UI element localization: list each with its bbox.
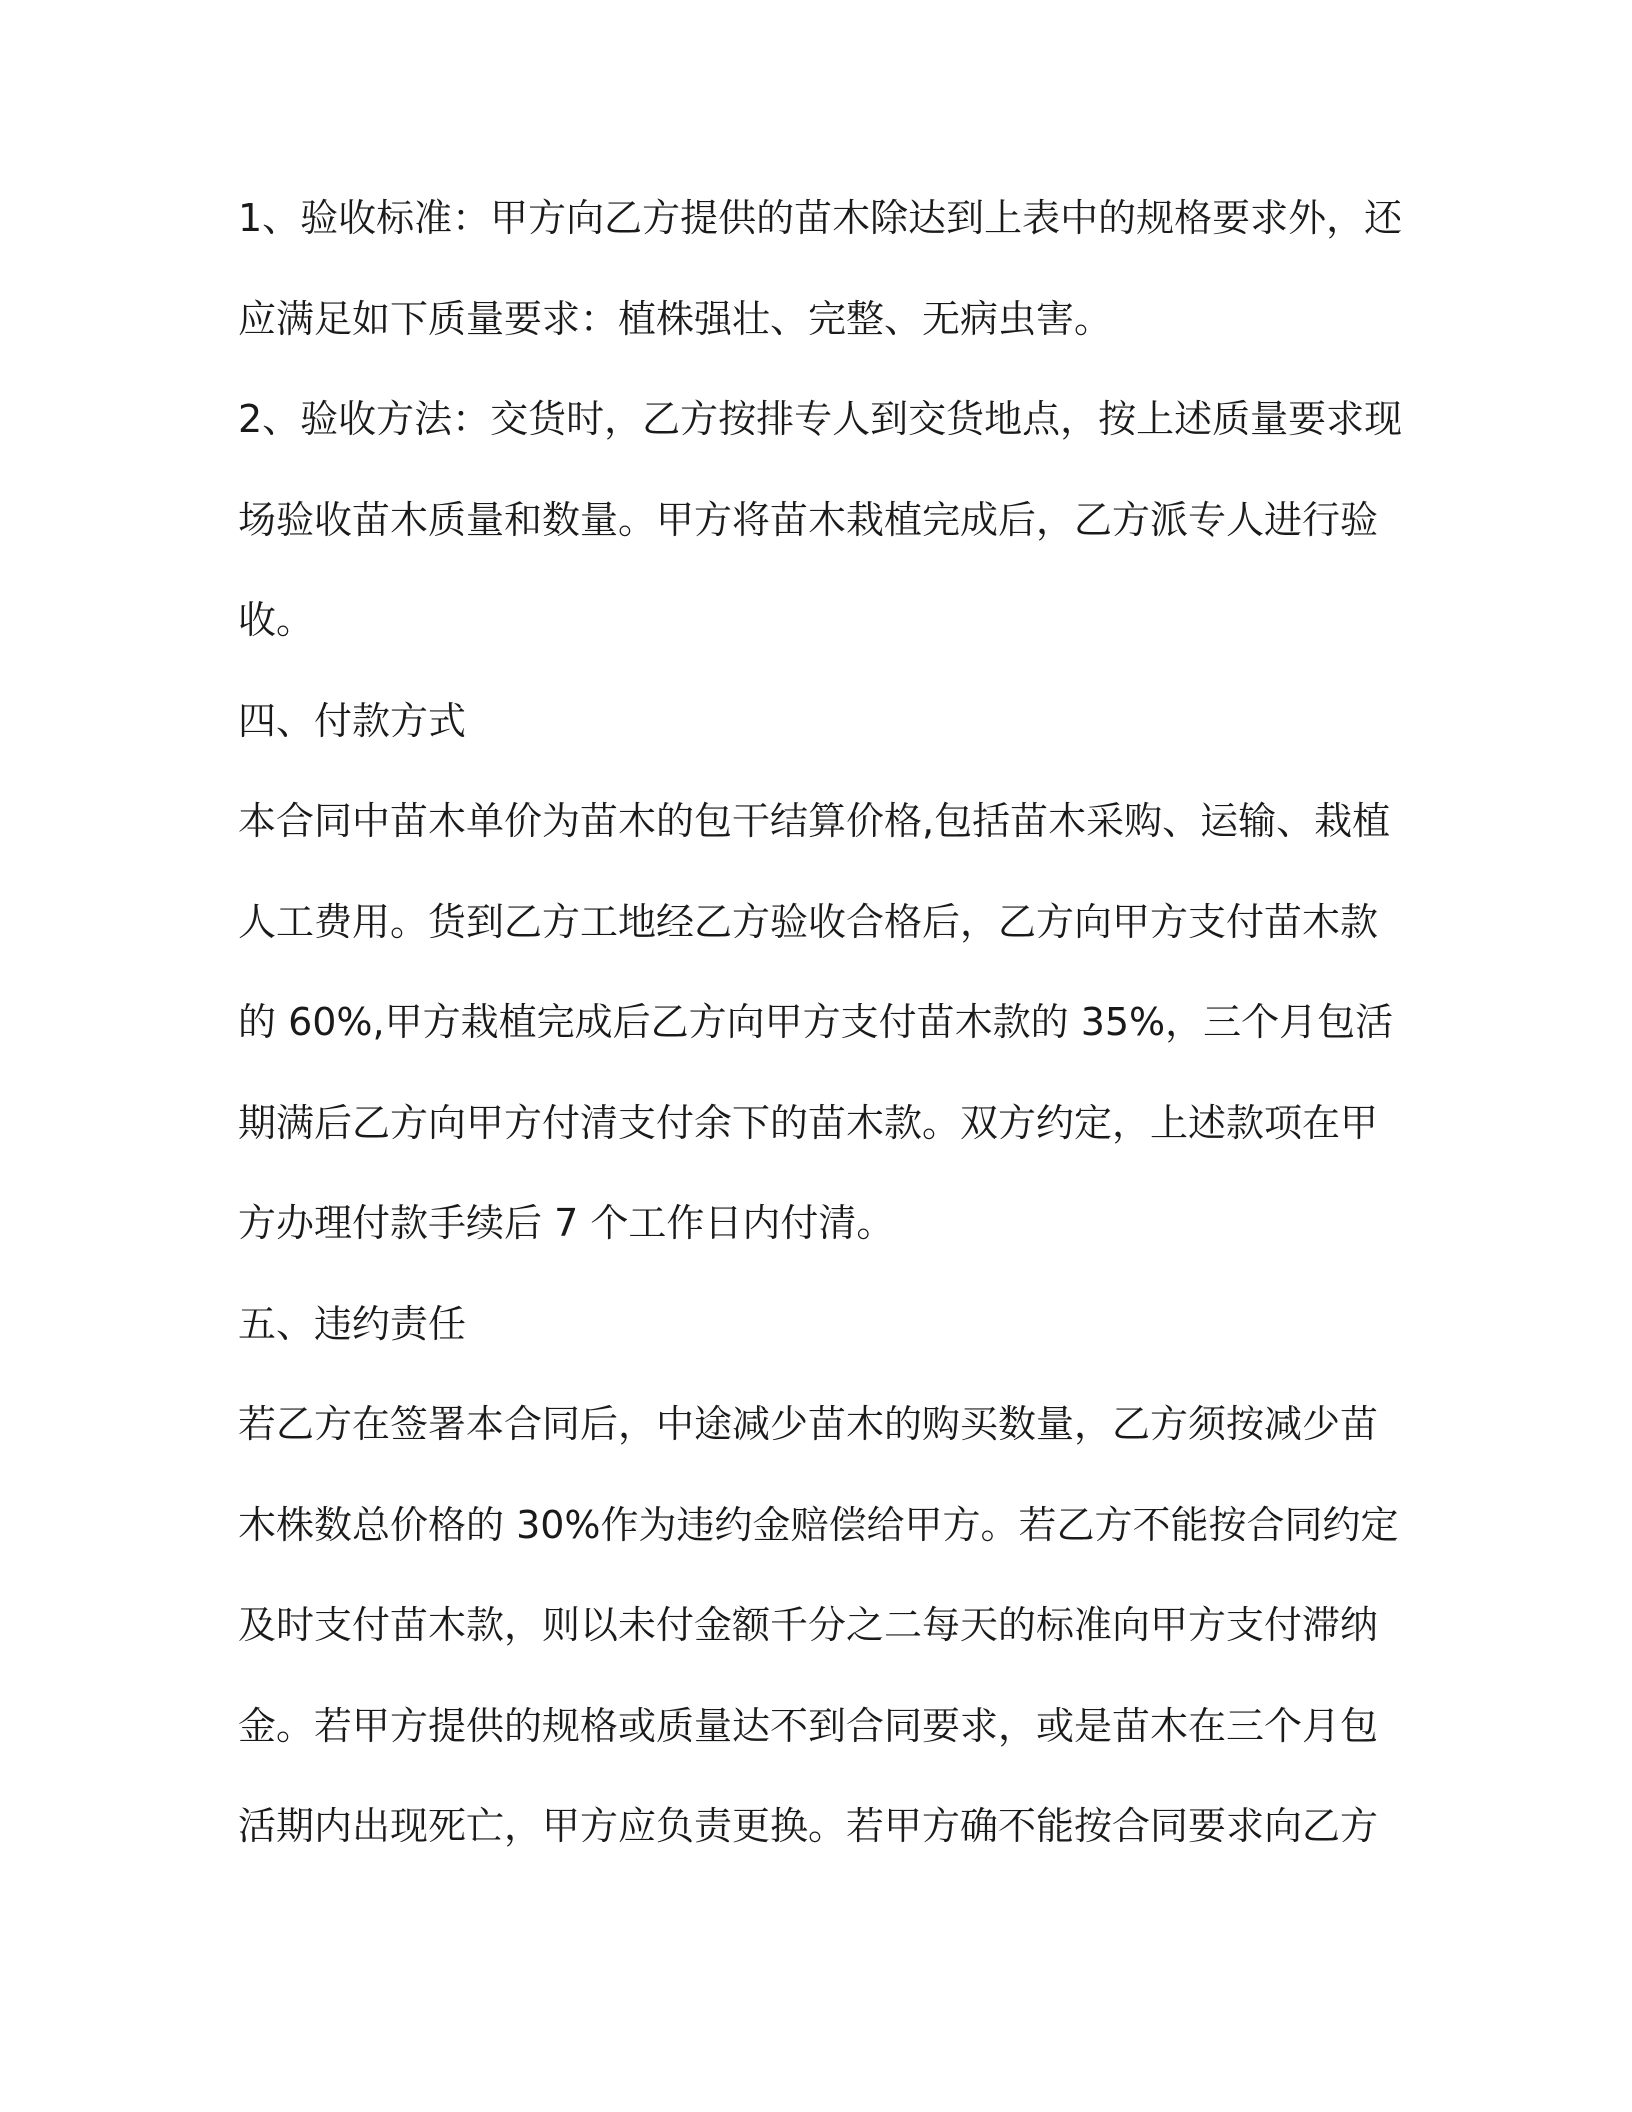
payment-paragraph-line-5: 方办理付款手续后 7 个工作日内付清。 — [238, 1201, 895, 1245]
liability-paragraph-line-1: 若乙方在签署本合同后，中途减少苗木的购买数量，乙方须按减少苗 — [238, 1402, 1379, 1446]
payment-paragraph-line-1: 本合同中苗木单价为苗木的包干结算价格,包括苗木采购、运输、栽植 — [238, 799, 1391, 843]
payment-paragraph-line-3: 的 60%,甲方栽植完成后乙方向甲方支付苗木款的 35%，三个月包活 — [238, 1000, 1394, 1044]
section-heading-payment: 四、付款方式 — [238, 698, 467, 743]
contract-text — [238, 190, 1403, 1899]
liability-paragraph-line-2: 木株数总价格的 30%作为违约金赔偿给甲方。若乙方不能按合同约定 — [238, 1502, 1399, 1547]
clause-acceptance-standard-line-1: 1、验收标准：甲方向乙方提供的苗木除达到上表中的规格要求外，还 — [238, 196, 1403, 240]
clause-acceptance-method-line-2: 场验收苗木质量和数量。甲方将苗木栽植完成后，乙方派专人进行验 — [238, 497, 1379, 542]
liability-paragraph-line-5: 活期内出现死亡，甲方应负责更换。若甲方确不能按合同要求向乙方 — [238, 1804, 1379, 1848]
section-heading-liability: 五、违约责任 — [238, 1301, 467, 1346]
payment-paragraph-line-2: 人工费用。货到乙方工地经乙方验收合格后，乙方向甲方支付苗木款 — [238, 899, 1379, 944]
liability-paragraph-line-3: 及时支付苗木款，则以未付金额千分之二每天的标准向甲方支付滞纳 — [238, 1603, 1379, 1647]
clause-acceptance-method-line-3: 收。 — [238, 598, 315, 642]
liability-paragraph-line-4: 金。若甲方提供的规格或质量达不到合同要求，或是苗木在三个月包 — [238, 1703, 1379, 1748]
clause-acceptance-standard-line-2: 应满足如下质量要求：植株强壮、完整、无病虫害。 — [238, 296, 1113, 341]
payment-paragraph-line-4: 期满后乙方向甲方付清支付余下的苗木款。双方约定，上述款项在甲 — [238, 1100, 1379, 1145]
clause-acceptance-method-line-1: 2、验收方法：交货时，乙方按排专人到交货地点，按上述质量要求现 — [238, 397, 1403, 441]
